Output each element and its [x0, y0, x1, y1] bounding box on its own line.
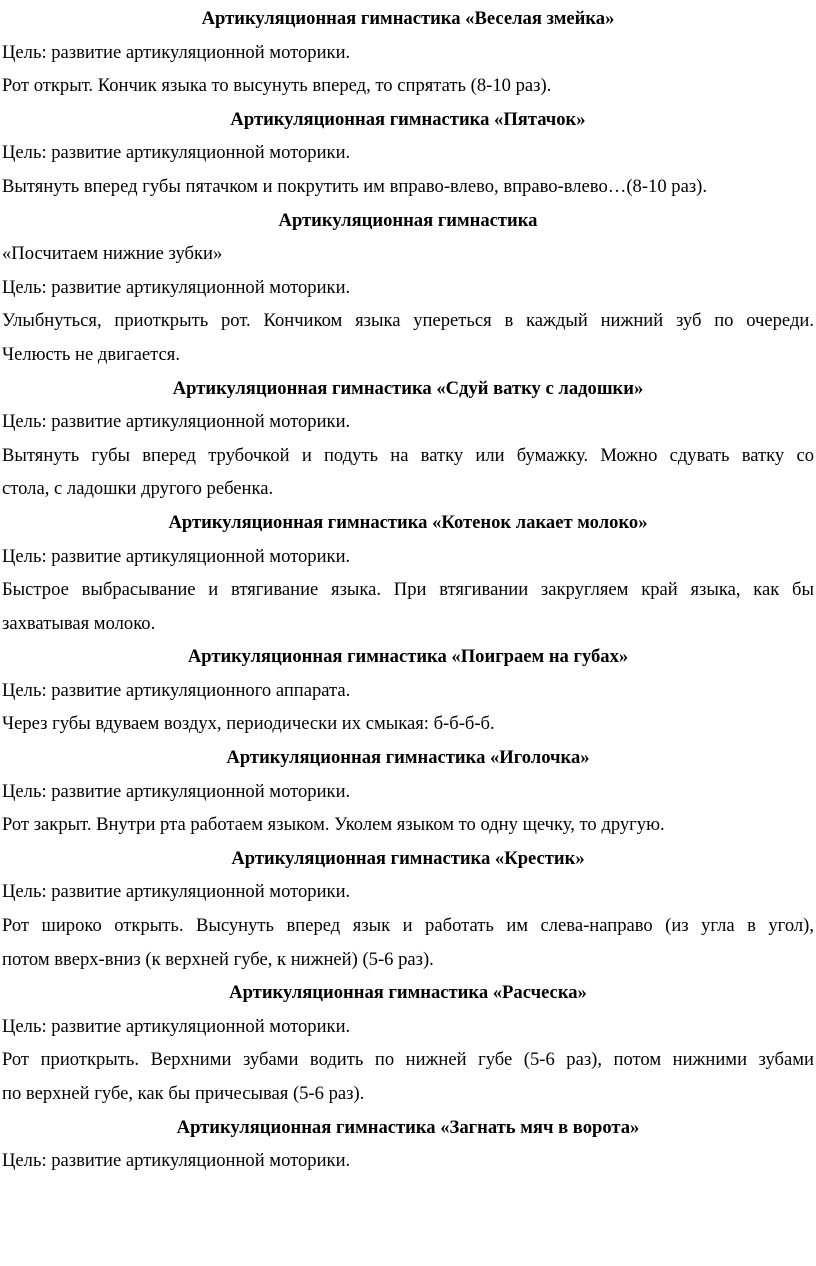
section-goal: Цель: развитие артикуляционной моторики.: [2, 276, 351, 298]
section-title: Артикуляционная гимнастика «Котенок лакает молоко»: [168, 511, 648, 533]
section-goal: Цель: развитие артикуляционной моторики.: [2, 1150, 351, 1172]
section-text-line: Рот открыт. Кончик языка то высунуть вперед, то спрятать (8-10 раз).: [2, 75, 552, 97]
section-text-line: Рот широко открыть. Высунуть вперед язык и работать им слева-направо (из угла в угол),: [2, 915, 814, 937]
section-text-line: Быстрое выбрасывание и втягивание языка. При втягивании закругляем край языка, как бы: [2, 579, 814, 601]
section-title: Артикуляционная гимнастика «Расческа»: [229, 982, 587, 1004]
section-goal: Цель: развитие артикуляционной моторики.: [2, 881, 351, 903]
section-title: Артикуляционная гимнастика: [278, 209, 538, 231]
section-goal: Цель: развитие артикуляционной моторики.: [2, 1015, 351, 1037]
section-text-line: Через губы вдуваем воздух, периодически их смыкая: б-б-б-б.: [2, 713, 495, 735]
section-title: Артикуляционная гимнастика «Пятачок»: [230, 108, 586, 130]
section-text-line: Рот закрыт. Внутри рта работаем языком. Уколем языком то одну щечку, то другую.: [2, 814, 665, 836]
section-text-line: Вытянуть вперед губы пятачком и покрутить им вправо-влево, вправо-влево…(8-10 раз).: [2, 175, 708, 197]
section-text-line: по верхней губе, как бы причесывая (5-6 раз).: [2, 1083, 365, 1104]
section-goal: Цель: развитие артикуляционной моторики.: [2, 780, 351, 802]
section-text-line: захватывая молоко.: [2, 612, 156, 634]
section-title: Артикуляционная гимнастика «Загнать мяч в ворота»: [176, 1116, 640, 1138]
section-goal: Цель: развитие артикуляционной моторики.: [2, 545, 351, 567]
section-text-line: Вытянуть губы вперед трубочкой и подуть на ватку или бумажку. Можно сдувать ватку со: [2, 444, 814, 466]
section-title: Артикуляционная гимнастика «Веселая змейка»: [201, 8, 615, 29]
section-title: Артикуляционная гимнастика «Поиграем на губах»: [187, 646, 629, 668]
section-subtitle: «Посчитаем нижние зубки»: [2, 243, 223, 265]
section-text-line: Рот приоткрыть. Верхними зубами водить по нижней губе (5-6 раз), потом нижними зубами: [2, 1049, 814, 1071]
section-text-line: потом вверх-вниз (к верхней губе, к нижней) (5-6 раз).: [2, 948, 434, 970]
section-goal: Цель: развитие артикуляционной моторики.: [2, 142, 351, 164]
section-goal: Цель: развитие артикуляционной моторики.: [2, 411, 351, 433]
section-text-line: Челюсть не двигается.: [2, 343, 180, 365]
section-title: Артикуляционная гимнастика «Иголочка»: [226, 747, 590, 769]
section-title: Артикуляционная гимнастика «Сдуй ватку с ладошки»: [172, 377, 644, 399]
section-title: Артикуляционная гимнастика «Крестик»: [231, 847, 585, 869]
section-text-line: стола, с ладошки другого ребенка.: [2, 478, 274, 500]
section-goal: Цель: развитие артикуляционного аппарата.: [2, 679, 351, 701]
section-text-line: Улыбнуться, приоткрыть рот. Кончиком языка упереться в каждый нижний зуб по очереди.: [2, 310, 814, 332]
section-goal: Цель: развитие артикуляционной моторики.: [2, 41, 351, 63]
